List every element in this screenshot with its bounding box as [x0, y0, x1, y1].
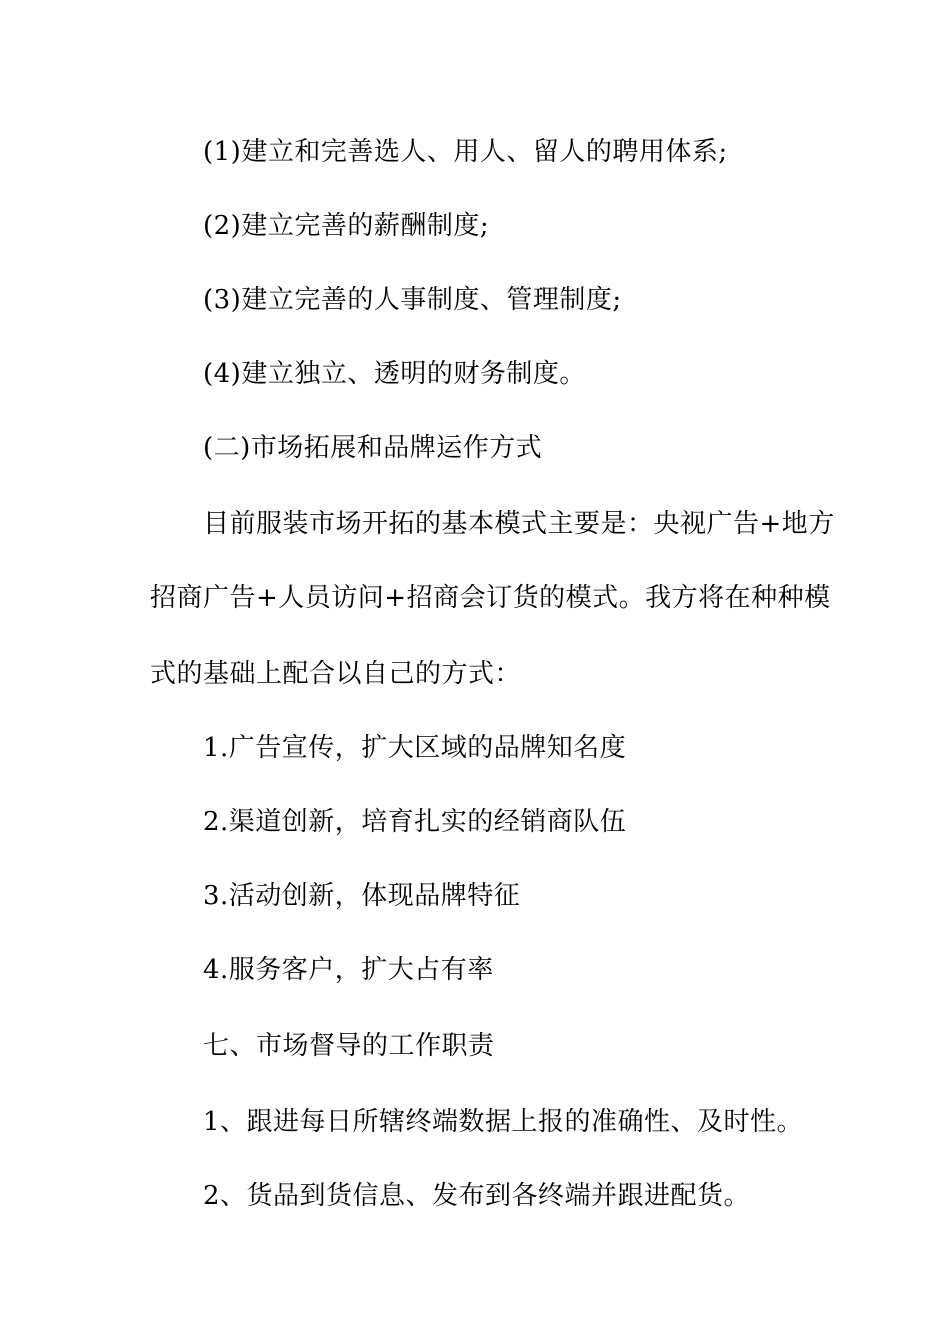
- list-item-data-reporting: 1、跟进每日所辖终端数据上报的准确性、及时性。: [203, 1107, 804, 1137]
- list-item-recruitment-system: (1)建立和完善选人、用人、留人的聘用体系;: [203, 137, 728, 167]
- list-item-channel-innovation: 2.渠道创新，培育扎实的经销商队伍: [203, 807, 627, 837]
- list-item-activity-innovation: 3.活动创新，体现品牌特征: [203, 881, 521, 911]
- list-item-advertising: 1.广告宣传，扩大区域的品牌知名度: [203, 733, 627, 763]
- list-item-finance-system: (4)建立独立、透明的财务制度。: [203, 359, 586, 389]
- list-item-customer-service: 4.服务客户，扩大占有率: [203, 955, 494, 985]
- section-heading-supervisor-duties: 七、市场督导的工作职责: [203, 1031, 495, 1061]
- list-item-salary-system: (2)建立完善的薪酬制度;: [203, 211, 490, 241]
- paragraph-line-3: 式的基础上配合以自己的方式：: [150, 659, 522, 689]
- list-item-personnel-system: (3)建立完善的人事制度、管理制度;: [203, 285, 622, 315]
- paragraph-line-1: 目前服装市场开拓的基本模式主要是：央视广告+地方: [203, 509, 835, 539]
- paragraph-line-2: 招商广告+人员访问+招商会订货的模式。我方将在种种模: [150, 583, 831, 613]
- section-heading-market-expansion: (二)市场拓展和品牌运作方式: [203, 433, 543, 463]
- list-item-goods-arrival: 2、货品到货信息、发布到各终端并跟进配货。: [203, 1181, 751, 1211]
